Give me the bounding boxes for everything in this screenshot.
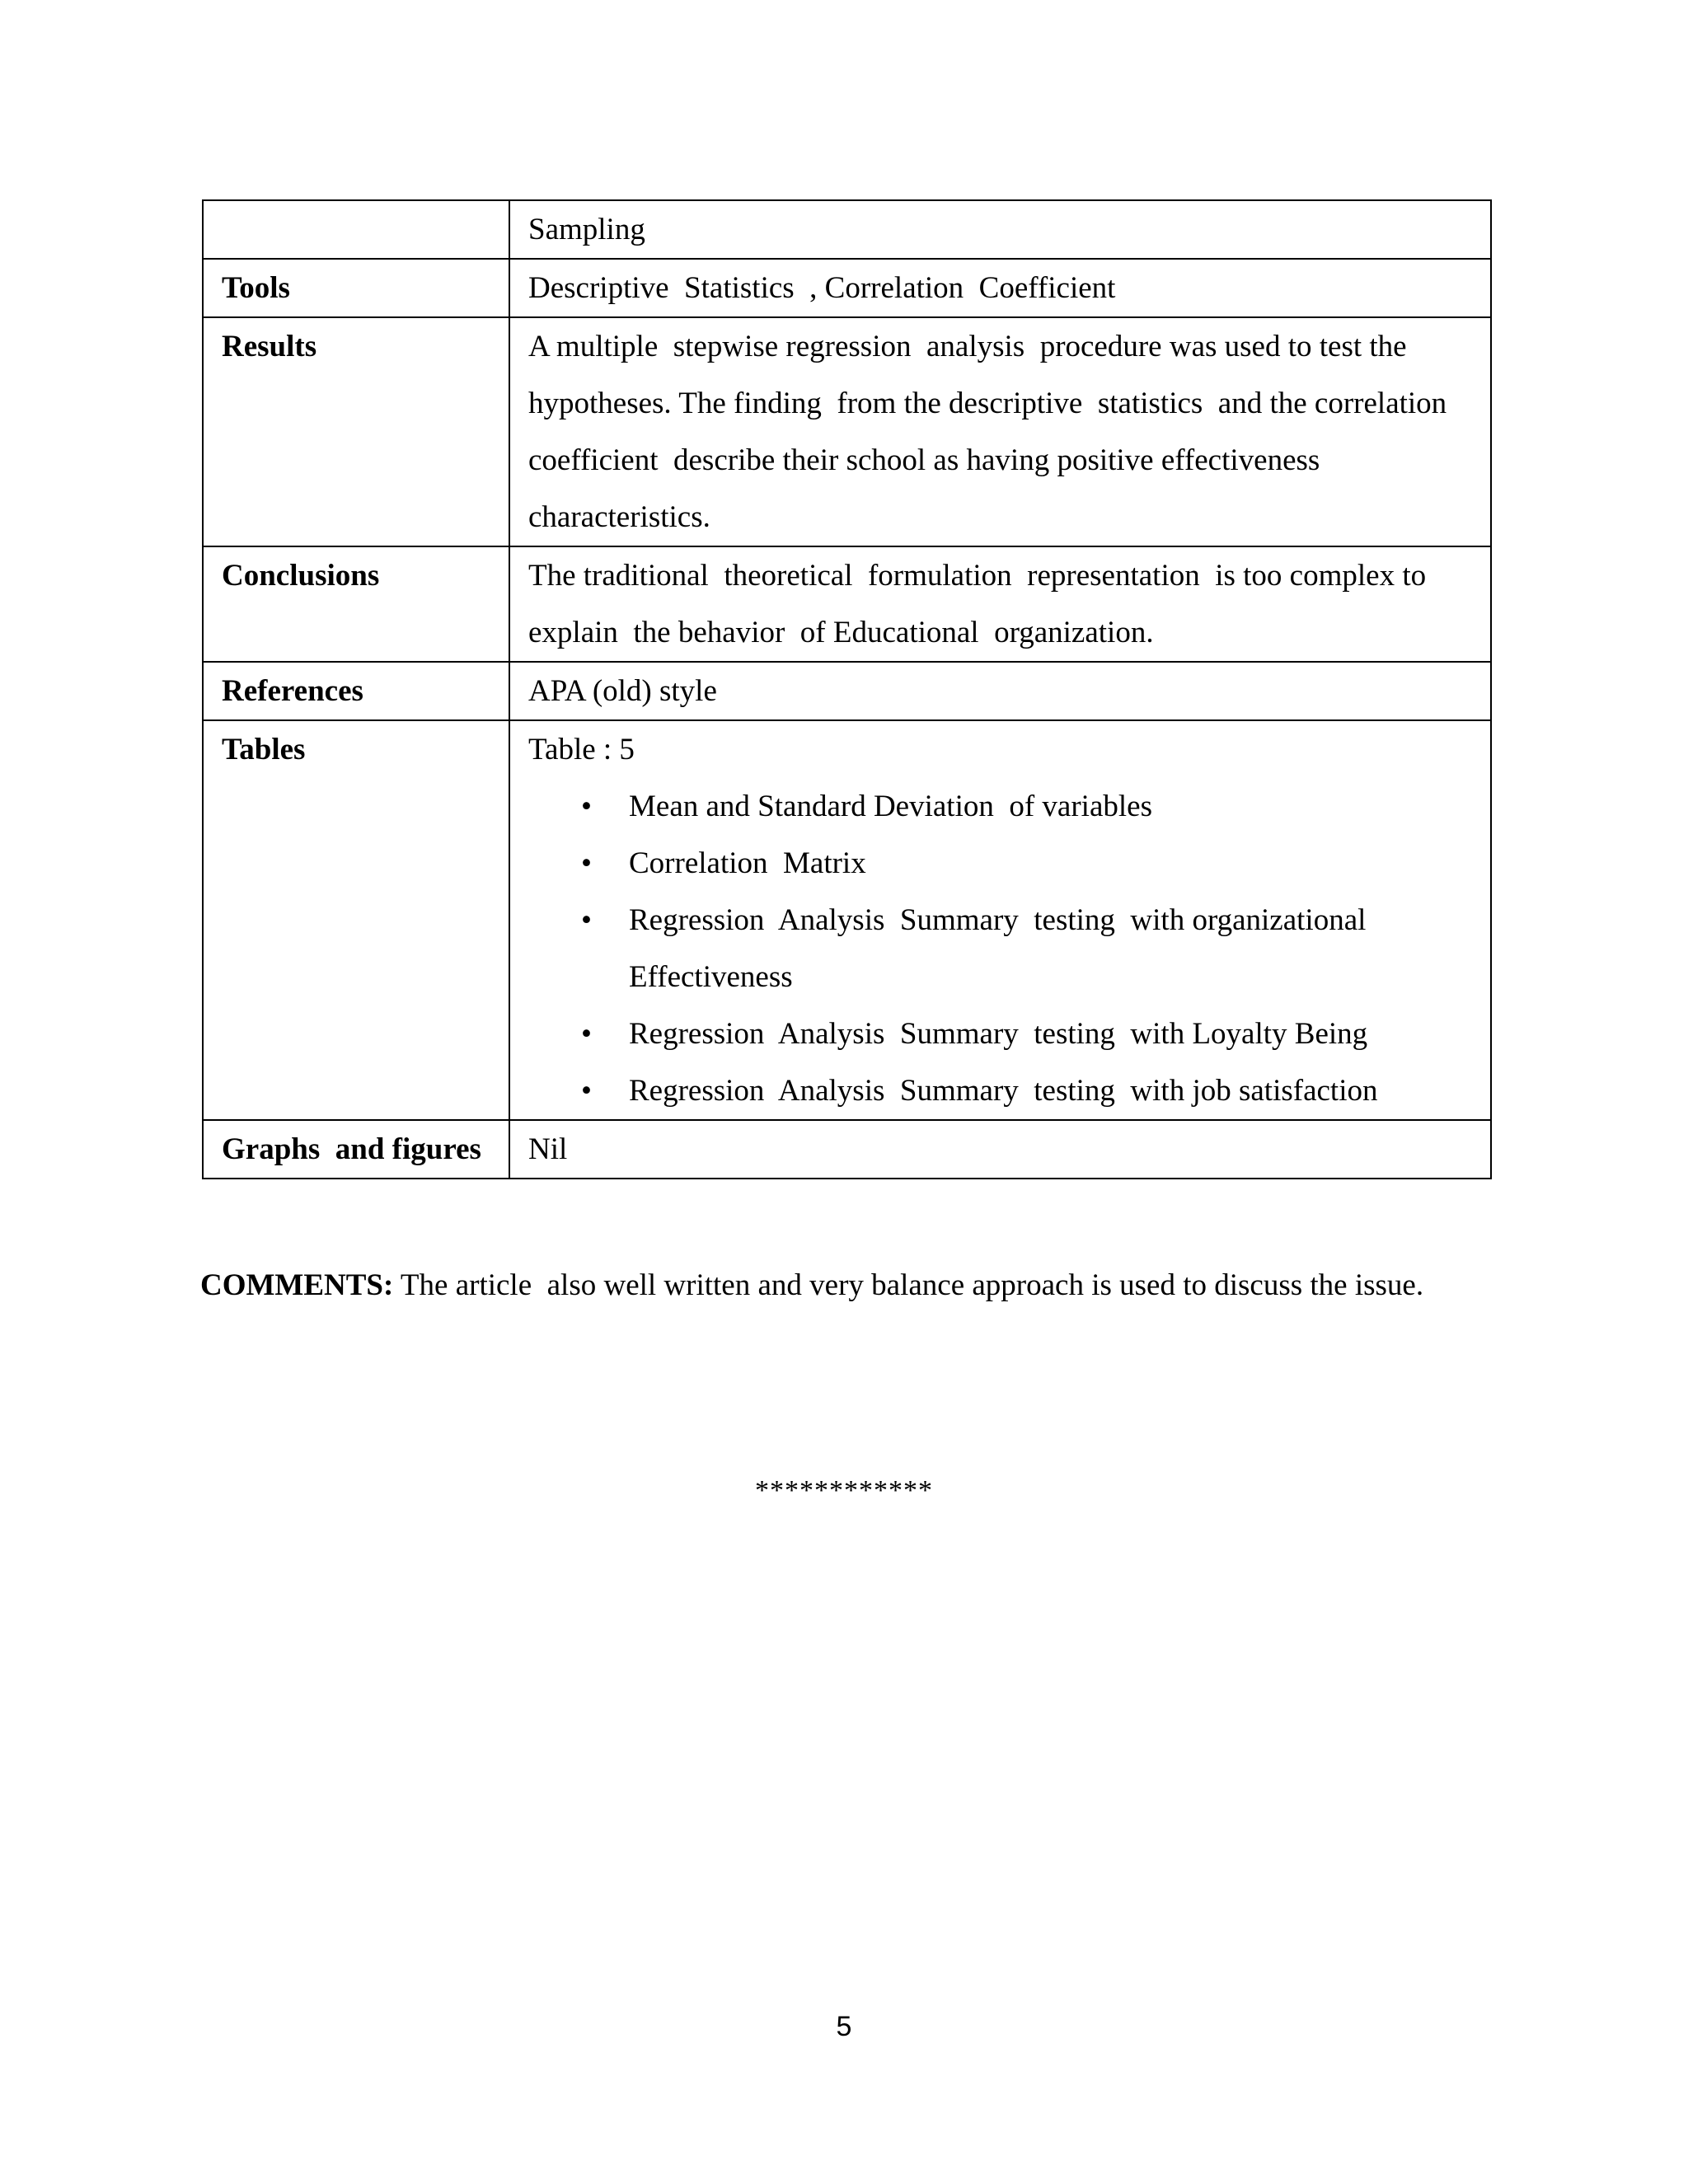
row-label: Graphs and figures	[203, 1120, 509, 1179]
row-value: Nil	[509, 1120, 1491, 1179]
row-label: References	[203, 662, 509, 720]
row-value: A multiple stepwise regression analysis procedure was used to test the hypotheses. The finding from the descriptive statistics and the correlation coefficient describe their school as having positive effectiveness characteristics.	[509, 317, 1491, 546]
list-item: • Regression Analysis Summary testing with Loyalty Being	[629, 1005, 1470, 1062]
table-row	[203, 1120, 1491, 1179]
row-label: Conclusions	[203, 546, 509, 662]
row-value: Sampling	[509, 200, 1491, 259]
tables-list	[528, 778, 1470, 1119]
page-number: 5	[836, 2011, 852, 2042]
row-value-tables	[509, 720, 1491, 1120]
table-row	[203, 200, 1491, 259]
table-row	[203, 662, 1491, 720]
row-value: The traditional theoretical formulation representation is too complex to explain the behavior of Educational organization.	[509, 546, 1491, 662]
section-separator: ************	[755, 1475, 933, 1506]
table-row	[203, 546, 1491, 662]
comments-paragraph	[200, 1257, 1490, 1314]
row-value: Descriptive Statistics , Correlation Coefficient	[509, 259, 1491, 317]
list-item: • Correlation Matrix	[629, 835, 1470, 892]
row-label	[203, 200, 509, 259]
table-row	[203, 259, 1491, 317]
list-item: • Regression Analysis Summary testing with job satisfaction	[629, 1062, 1470, 1119]
review-summary-table	[202, 199, 1492, 1179]
table-row	[203, 317, 1491, 546]
list-item: • Regression Analysis Summary testing with organizational Effectiveness	[629, 892, 1470, 1005]
comments-text: The article also well written and very balance approach is used to discuss the issue.	[400, 1268, 1424, 1302]
row-label: Results	[203, 317, 509, 546]
list-item: • Mean and Standard Deviation of variables	[629, 778, 1470, 835]
row-label: Tables	[203, 720, 509, 1120]
row-value: APA (old) style	[509, 662, 1491, 720]
table-row	[203, 720, 1491, 1120]
row-label: Tools	[203, 259, 509, 317]
comments-label: COMMENTS:	[200, 1268, 394, 1302]
tables-count: Table : 5	[528, 733, 635, 766]
